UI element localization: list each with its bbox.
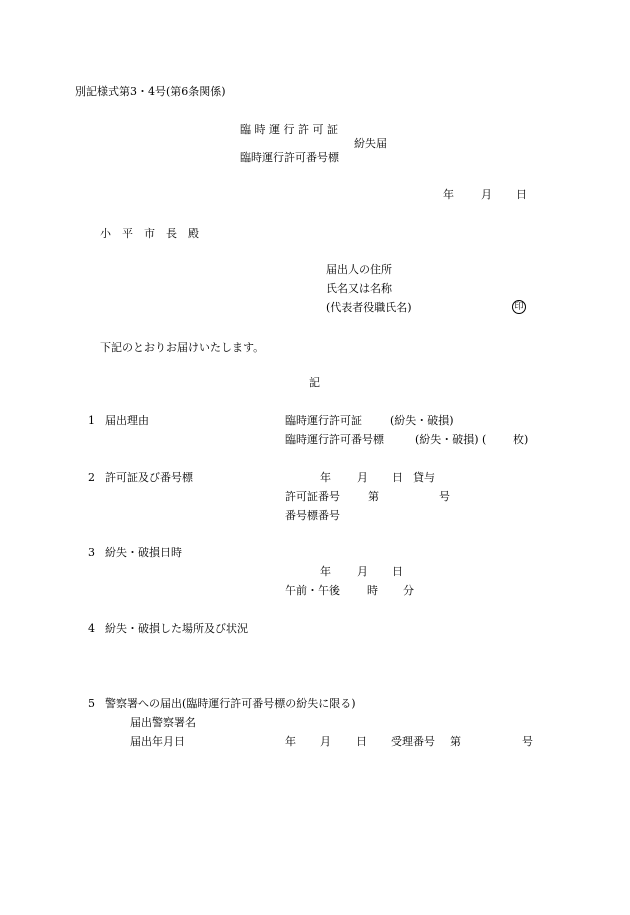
item1-number: 1 xyxy=(88,414,95,427)
item2-permit-number-label: 許可証番号 xyxy=(285,490,340,503)
title-line1: 臨 時 運 行 許 可 証 xyxy=(240,123,338,136)
item3-ampm: 午前・午後 xyxy=(285,584,340,597)
item2-year: 年 xyxy=(320,471,331,484)
item1-count-open: ( xyxy=(482,433,487,446)
title-mid: 紛失届 xyxy=(354,137,387,150)
item2-dai: 第 xyxy=(368,490,379,503)
item1-count-close: 枚) xyxy=(513,433,529,446)
item2-month: 月 xyxy=(357,471,368,484)
applicant-address-label: 届出人の住所 xyxy=(326,263,392,276)
item5-label: 警察署への届出(臨時運行許可番号標の紛失に限る) xyxy=(105,697,356,710)
date-month: 月 xyxy=(481,188,492,201)
item4-label: 紛失・破損した場所及び状況 xyxy=(105,622,248,635)
item1-label: 届出理由 xyxy=(105,414,149,427)
date-year: 年 xyxy=(443,188,454,201)
item5-date-label: 届出年月日 xyxy=(130,735,185,748)
item2-lent: 貸与 xyxy=(413,471,435,484)
intro-text: 下記のとおりお届けいたします。 xyxy=(100,341,265,354)
item3-label: 紛失・破損日時 xyxy=(105,546,182,559)
item1-permit: 臨時運行許可証 xyxy=(285,414,362,427)
item2-day: 日 xyxy=(392,471,403,484)
form-number: 別記様式第3・4号(第6条関係) xyxy=(75,85,226,98)
item5-dai: 第 xyxy=(450,735,461,748)
item5-station-label: 届出警察署名 xyxy=(130,716,196,729)
item2-number: 2 xyxy=(88,471,95,484)
item5-go: 号 xyxy=(522,735,533,748)
ki-heading: 記 xyxy=(309,376,320,389)
item3-number: 3 xyxy=(88,546,95,559)
item3-day: 日 xyxy=(392,565,403,578)
item5-year: 年 xyxy=(285,735,296,748)
date-day: 日 xyxy=(516,188,527,201)
applicant-rep-label: (代表者役職氏名) xyxy=(326,301,412,314)
item1-plate-option: (紛失・破損) xyxy=(415,433,479,446)
item3-minute: 分 xyxy=(403,584,414,597)
title-line2: 臨時運行許可番号標 xyxy=(240,151,339,164)
item5-number: 5 xyxy=(88,697,95,710)
item2-go: 号 xyxy=(439,490,450,503)
item4-number: 4 xyxy=(88,622,95,635)
item2-plate-number-label: 番号標番号 xyxy=(285,509,340,522)
item3-hour: 時 xyxy=(367,584,378,597)
item5-day: 日 xyxy=(356,735,367,748)
item2-label: 許可証及び番号標 xyxy=(105,471,193,484)
item3-month: 月 xyxy=(357,565,368,578)
item5-receipt-label: 受理番号 xyxy=(391,735,435,748)
item1-plate: 臨時運行許可番号標 xyxy=(285,433,384,446)
applicant-name-label: 氏名又は名称 xyxy=(326,282,392,295)
seal-mark: 印 xyxy=(512,300,526,314)
item5-month: 月 xyxy=(320,735,331,748)
item3-year: 年 xyxy=(320,565,331,578)
addressee: 小 平 市 長 殿 xyxy=(100,227,199,240)
item1-permit-option: (紛失・破損) xyxy=(390,414,454,427)
